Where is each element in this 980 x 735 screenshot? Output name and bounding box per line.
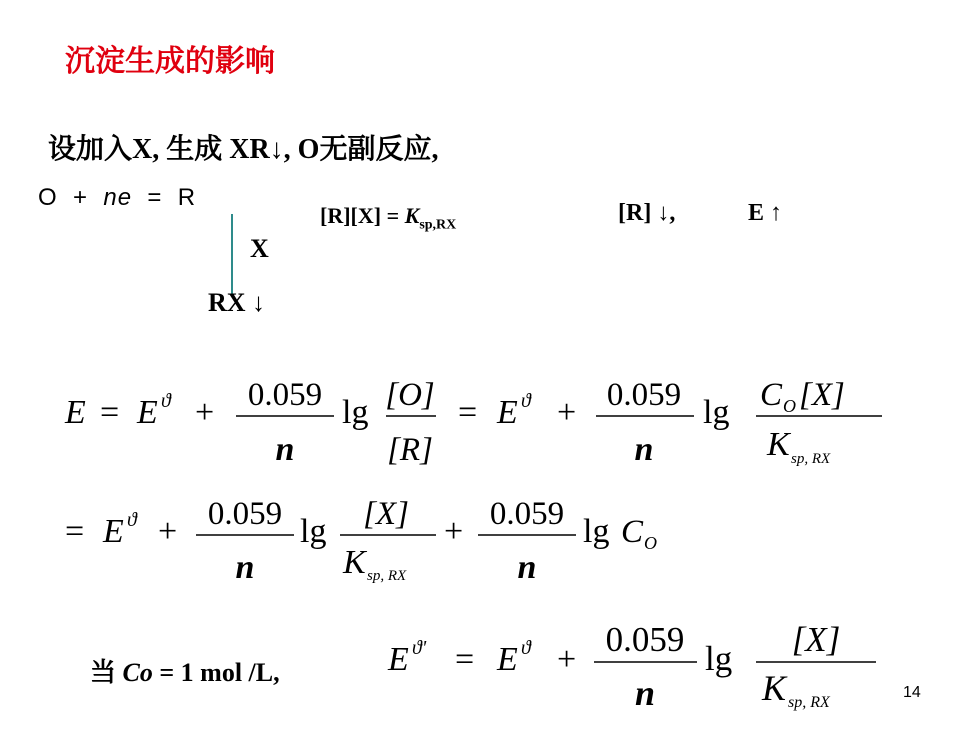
eq3-k: K — [762, 668, 787, 708]
reaction-reductant: R — [177, 184, 197, 211]
equation-3 — [387, 620, 876, 713]
reaction-electrons: ne — [103, 184, 133, 211]
eq2-n-2: n — [517, 549, 537, 586]
eq1-n: n — [275, 431, 295, 468]
eq2-k-subscript: sp, RX — [367, 568, 407, 584]
ksp-subscript: sp,RX — [419, 217, 457, 233]
added-reagent-x: X — [250, 234, 269, 263]
eq1-coef-2: 0.059 — [606, 377, 682, 413]
eq1-coef: 0.059 — [247, 377, 323, 413]
eq2-n: n — [235, 549, 255, 586]
eq3-plus: + — [557, 641, 577, 678]
eq1-lg: lg — [342, 394, 369, 431]
eq3-e-standard: E — [497, 641, 518, 678]
condition-prefix: 当 — [90, 658, 123, 687]
eq1-theta-2: ϑ — [521, 390, 531, 412]
equation-1 — [64, 377, 882, 468]
eq1-plus: + — [195, 394, 215, 431]
eq3-coef: 0.059 — [605, 620, 685, 659]
slide-title: 沉淀生成的影响 — [65, 45, 275, 78]
eq1-e: E — [65, 394, 86, 431]
eq1-plus-2: + — [557, 394, 577, 431]
eq3-k-subscript: sp, RX — [788, 694, 830, 711]
eq3-x-conc: [X] — [791, 620, 841, 659]
equation-2 — [65, 496, 657, 586]
eq2-lg-2: lg — [583, 513, 610, 550]
condition-text — [90, 652, 280, 689]
eq2-plus-2: + — [444, 513, 464, 550]
eq1-n-2: n — [634, 431, 654, 468]
eq2-c-subscript: O — [644, 533, 657, 553]
eq1-k-subscript: sp, RX — [791, 451, 831, 467]
eq1-r-conc: [R] — [387, 432, 433, 468]
condition-co: Co — [122, 658, 153, 687]
eq1-e-standard-2: E — [497, 394, 518, 431]
eq1-e-standard: E — [137, 394, 158, 431]
ksp-k: K — [404, 203, 420, 228]
eq2-lg: lg — [300, 513, 327, 550]
eq2-plus: + — [158, 513, 178, 550]
page-number: 14 — [903, 684, 921, 701]
eq1-theta: ϑ — [161, 390, 171, 412]
eq3-n: n — [634, 673, 656, 713]
eq2-theta: ϑ — [127, 509, 137, 531]
eq2-x-conc: [X] — [363, 496, 409, 532]
eq1-c: C — [760, 377, 783, 413]
eq2-e-standard: E — [103, 513, 124, 550]
eq1-x-conc: [X] — [799, 377, 845, 413]
eq1-lg-2: lg — [703, 394, 730, 431]
eq3-e-prime: E — [388, 641, 409, 678]
eq3-theta: ϑ — [521, 637, 531, 659]
eq3-lg: lg — [705, 639, 733, 678]
eq2-coef-2: 0.059 — [489, 496, 565, 532]
condition-rest: = 1 mol /L, — [152, 658, 280, 687]
eq2-coef: 0.059 — [207, 496, 283, 532]
eq2-c: C — [621, 514, 644, 550]
eq1-equals: = — [100, 394, 120, 431]
eq2-equals: = — [65, 513, 85, 550]
ksp-lhs: [R][X] = — [320, 203, 405, 228]
eq1-k: K — [767, 426, 790, 463]
eq3-theta-prime: ϑ' — [412, 637, 427, 659]
eq1-c-subscript: O — [783, 396, 796, 416]
r-concentration-decrease: [R] ↓, — [618, 200, 676, 226]
eq1-equals-2: = — [458, 394, 478, 431]
eq3-equals: = — [455, 641, 475, 678]
intro-text: 设加入X, 生成 XR↓, O无副反应, — [48, 134, 439, 165]
eq1-o-conc: [O] — [385, 377, 435, 413]
potential-increase: E ↑ — [748, 200, 783, 226]
reaction-equals: = — [147, 184, 163, 211]
eq2-k: K — [343, 544, 366, 581]
precipitate-rx: RX ↓ — [208, 288, 266, 317]
reaction-plus: + — [73, 184, 89, 211]
reaction-oxidant: O — [38, 184, 58, 211]
